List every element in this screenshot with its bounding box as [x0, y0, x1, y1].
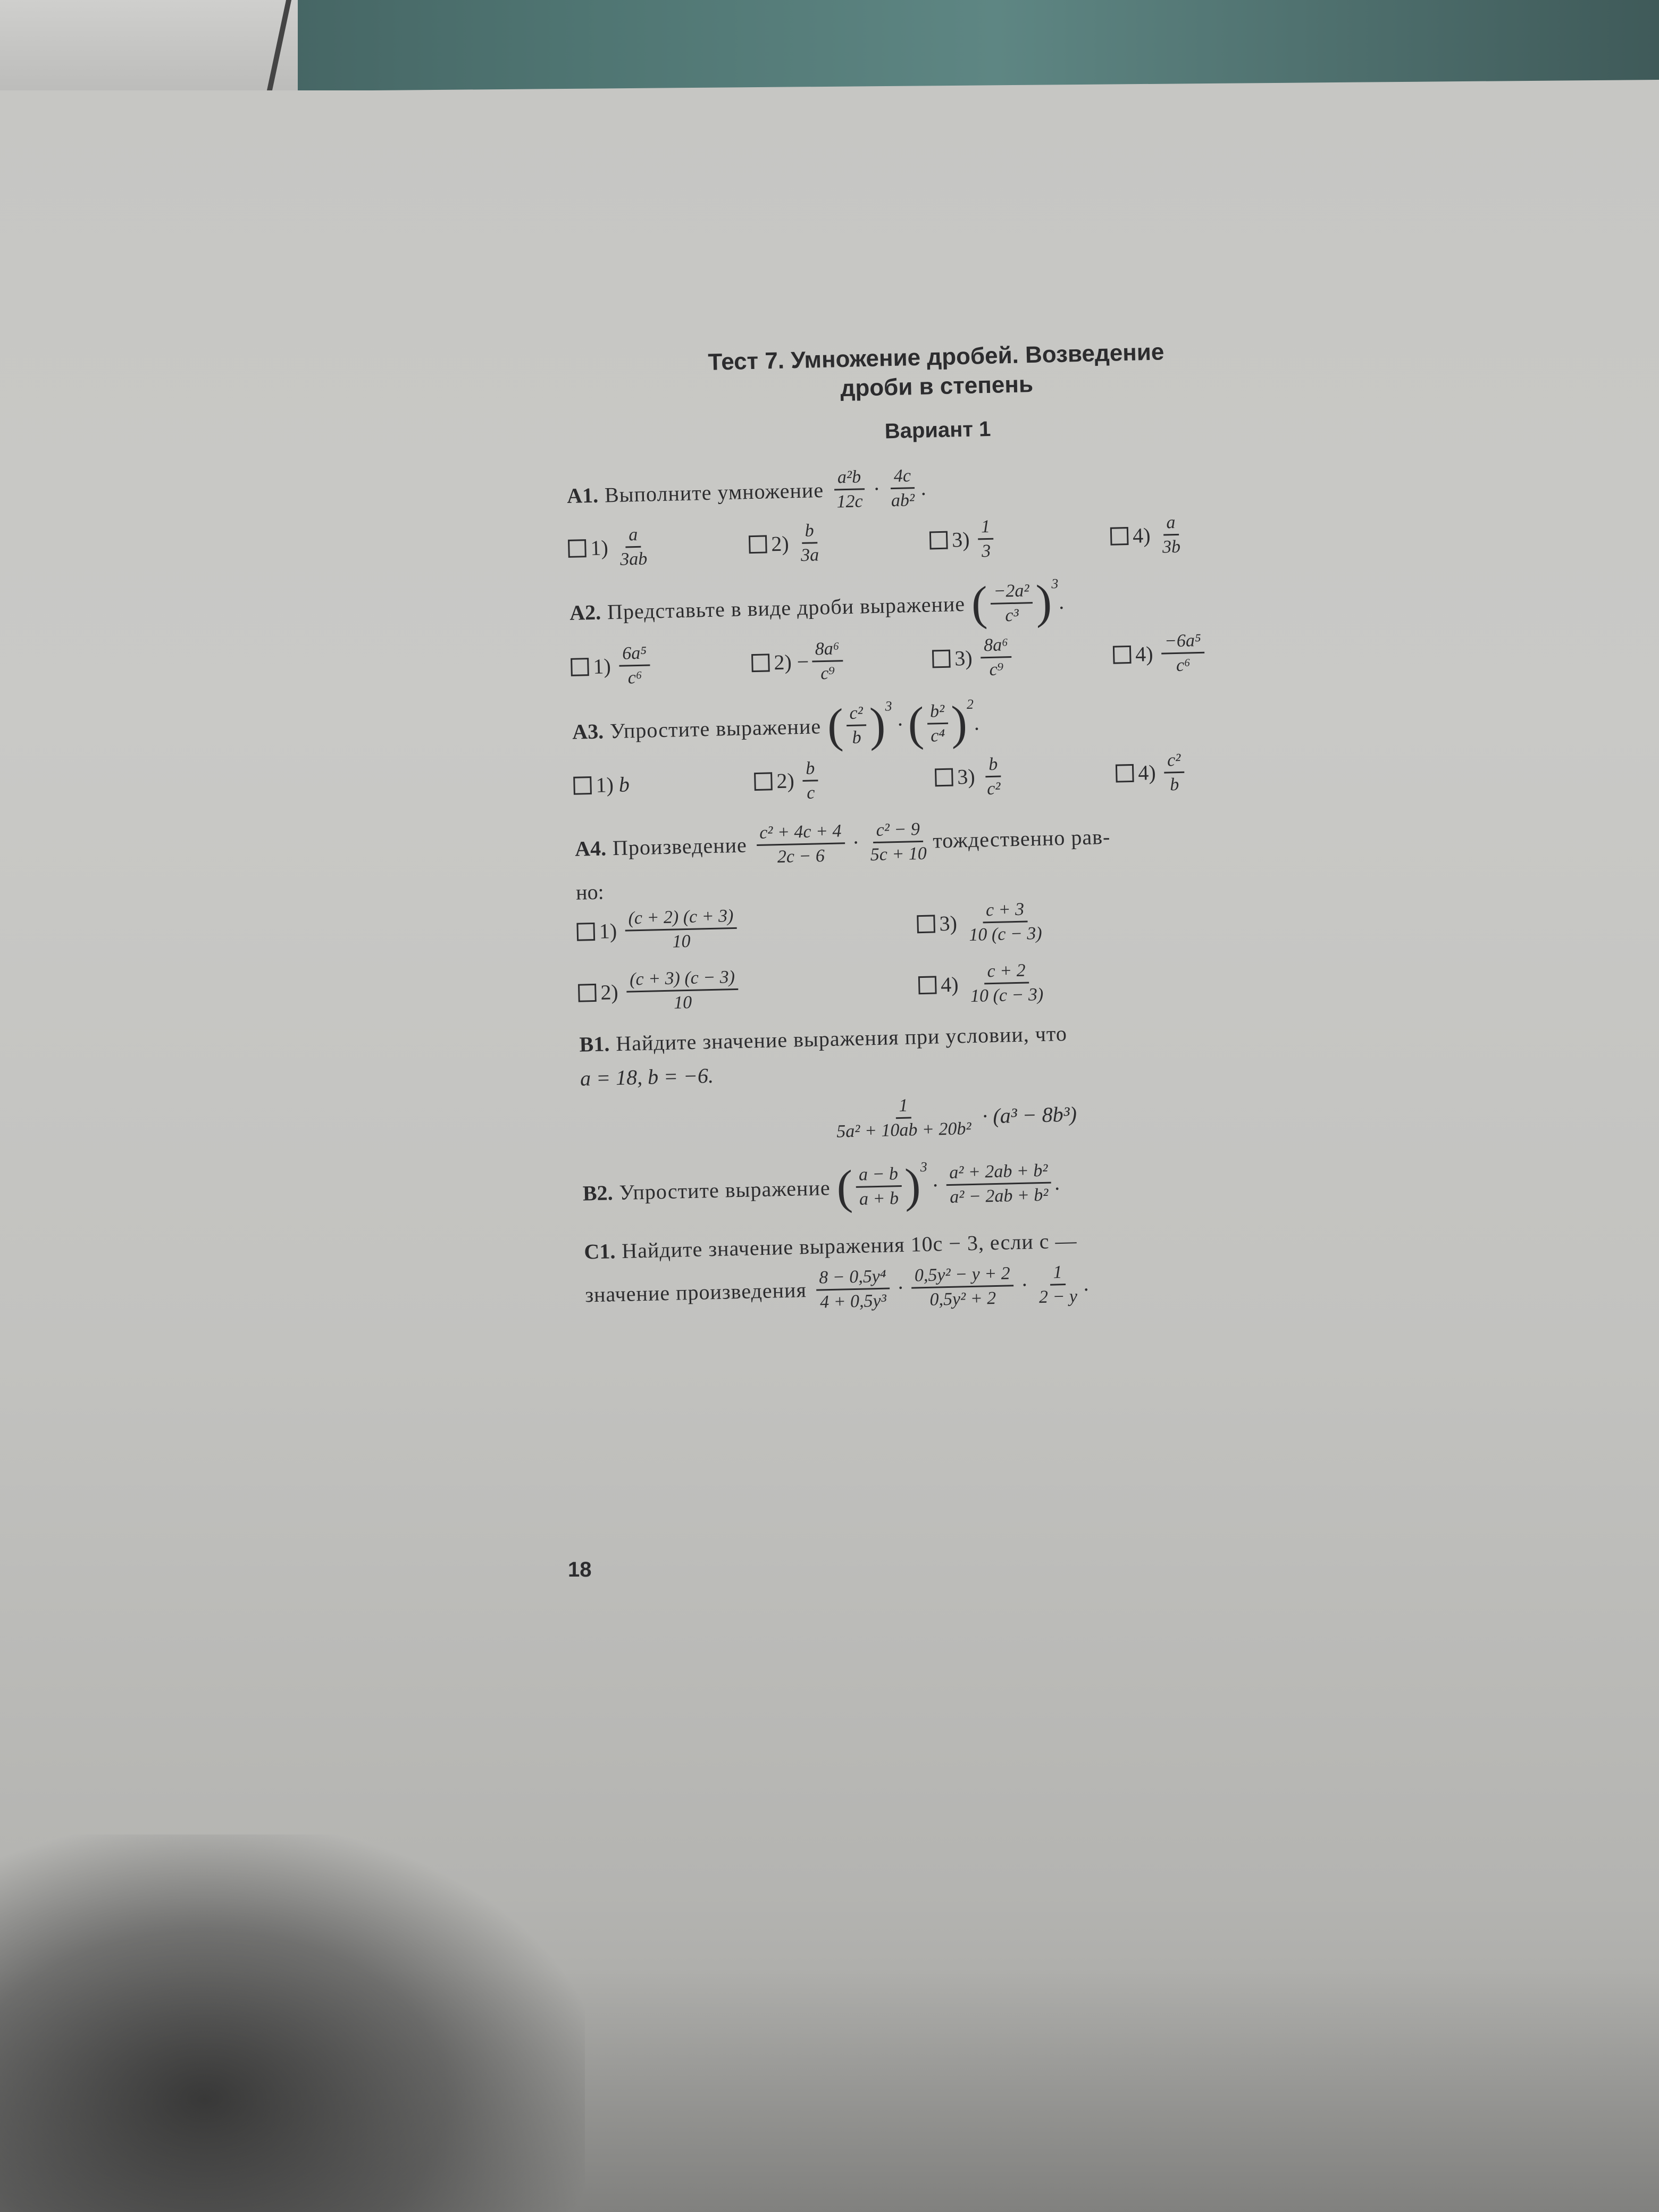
- question-number: А3.: [572, 719, 604, 744]
- fraction: [887, 465, 918, 511]
- option-label: 1): [590, 535, 609, 560]
- option-label: 4): [1132, 523, 1151, 548]
- denominator: c⁹: [820, 664, 835, 684]
- option[interactable]: [917, 894, 1258, 947]
- numerator: 1: [978, 516, 994, 540]
- denominator: c³: [1005, 605, 1019, 626]
- exponent: 3: [885, 698, 892, 714]
- paren-close: ): [869, 698, 886, 751]
- checkbox[interactable]: [932, 650, 951, 668]
- denominator: 3: [981, 541, 991, 562]
- numerator: c²: [1164, 749, 1184, 773]
- fraction: [1161, 630, 1205, 676]
- multiply-dot: ·: [873, 476, 881, 501]
- question-text-tail: тождественно рав-: [932, 825, 1111, 853]
- numerator: 8a⁶: [981, 634, 1012, 658]
- denominator: 5c + 10: [870, 843, 927, 865]
- question-number: B2.: [582, 1180, 614, 1205]
- multiply-dot: ·: [1020, 1272, 1028, 1297]
- paren-open: (: [970, 577, 988, 631]
- option-label: 2): [776, 768, 795, 793]
- numerator: b: [802, 758, 818, 782]
- fraction: [797, 520, 823, 566]
- options-a3: [573, 747, 1319, 809]
- paren-open: (: [907, 697, 925, 751]
- checkbox[interactable]: [1113, 646, 1132, 664]
- fraction: [911, 1263, 1014, 1311]
- checkbox[interactable]: [751, 653, 770, 672]
- denominator: 3ab: [619, 549, 648, 569]
- multiply-dot: ·: [981, 1104, 989, 1128]
- question-number: B1.: [579, 1032, 610, 1057]
- test-page: [564, 334, 1330, 1325]
- photo-vignette: [0, 1967, 1659, 2212]
- option-label: 4): [940, 972, 959, 996]
- option-label: 4): [1135, 641, 1154, 666]
- denominator: 2c − 6: [777, 845, 825, 867]
- question-a4: [574, 810, 1320, 872]
- denominator: b: [1169, 774, 1179, 794]
- options-a1: [567, 509, 1313, 571]
- checkbox[interactable]: [576, 922, 595, 941]
- numerator: c + 3: [983, 899, 1028, 923]
- option-label: 2): [600, 979, 619, 1004]
- title-line-1: Тест 7. Умножение дробей. Возведение: [708, 339, 1164, 375]
- numerator: a − b: [856, 1163, 902, 1188]
- question-text-2: значение произведения: [584, 1278, 807, 1307]
- option-value: b: [618, 772, 630, 797]
- option-label: 1): [592, 654, 611, 678]
- option[interactable]: [573, 768, 755, 799]
- question-b2: [582, 1152, 1328, 1217]
- option-label: 2): [773, 650, 792, 675]
- multiply-dot: ·: [896, 1276, 904, 1300]
- variant-heading: Вариант 1: [884, 417, 991, 443]
- fraction: [616, 524, 651, 571]
- checkbox[interactable]: [918, 976, 937, 994]
- numerator: b: [801, 520, 817, 544]
- checkbox[interactable]: [571, 658, 589, 676]
- period: .: [974, 710, 980, 735]
- denominator: c: [806, 783, 815, 803]
- checkbox[interactable]: [749, 535, 767, 554]
- multiply-dot: ·: [896, 712, 904, 736]
- expression-tail: (a³ − 8b³): [992, 1102, 1077, 1128]
- question-condition: a = 18, b = −6.: [580, 1063, 714, 1091]
- fraction: [626, 967, 739, 1015]
- paren-close: ): [904, 1159, 921, 1212]
- question-text: Произведение: [612, 833, 748, 860]
- denominator: c⁹: [989, 659, 1004, 680]
- numerator: 6a⁵: [619, 643, 650, 667]
- denominator: c⁴: [930, 725, 945, 746]
- option-label: 4): [1137, 760, 1157, 785]
- numerator: −2a²: [990, 580, 1033, 605]
- expression-b1: [581, 1086, 1326, 1148]
- fraction: [833, 1094, 975, 1142]
- fraction: [833, 466, 866, 513]
- numerator: 8a⁶: [811, 639, 843, 663]
- fraction: [927, 701, 949, 747]
- numerator: a: [1163, 512, 1179, 536]
- option[interactable]: [567, 522, 749, 571]
- fraction: [802, 758, 819, 803]
- numerator: 1: [1050, 1262, 1066, 1286]
- denominator: 12c: [836, 491, 864, 512]
- period: .: [1083, 1271, 1089, 1296]
- numerator: 8 − 0,5y⁴: [816, 1266, 890, 1291]
- numerator: a: [625, 524, 641, 548]
- denominator: b: [852, 727, 862, 748]
- denominator: 2 − y: [1038, 1286, 1078, 1307]
- numerator: c² − 9: [873, 819, 923, 843]
- options-a2: [571, 627, 1316, 690]
- numerator: 1: [895, 1095, 911, 1119]
- fraction: [990, 580, 1033, 626]
- fraction: [866, 818, 930, 865]
- numerator: (c + 2) (c + 3): [625, 906, 737, 932]
- numerator: −6a⁵: [1161, 630, 1205, 655]
- checkbox[interactable]: [578, 984, 597, 1002]
- numerator: 0,5y² − y + 2: [911, 1263, 1013, 1288]
- option[interactable]: [1115, 747, 1297, 797]
- option[interactable]: [934, 751, 1116, 800]
- question-a1: [566, 456, 1312, 518]
- denominator: a + b: [859, 1188, 899, 1209]
- option-label: 3): [957, 764, 976, 789]
- fraction: [856, 1163, 902, 1210]
- numerator: a² + 2ab + b²: [946, 1160, 1051, 1186]
- question-number: А4.: [574, 836, 607, 861]
- option-label: 1): [596, 773, 614, 797]
- option[interactable]: [932, 632, 1113, 682]
- option[interactable]: [748, 518, 930, 567]
- question-c1-line-2: [584, 1255, 1330, 1318]
- question-text: Найдите значение выражения при условии, что: [615, 1021, 1068, 1056]
- checkbox[interactable]: [1110, 527, 1129, 546]
- exponent: 2: [966, 696, 974, 713]
- fraction: [756, 820, 845, 868]
- denominator: 10: [673, 993, 692, 1013]
- multiply-dot: ·: [931, 1172, 940, 1197]
- numerator: c²: [846, 702, 866, 726]
- fraction: [816, 1266, 890, 1312]
- checkbox[interactable]: [573, 776, 592, 795]
- option-label: 3): [954, 646, 973, 671]
- exponent: 3: [1051, 576, 1059, 592]
- checkbox[interactable]: [917, 915, 935, 933]
- option[interactable]: [1112, 628, 1294, 677]
- fraction: [811, 639, 843, 684]
- paren-close: ): [950, 696, 968, 750]
- checkbox[interactable]: [929, 531, 948, 549]
- fraction: [965, 899, 1045, 946]
- numerator: a²b: [834, 466, 864, 490]
- fraction: [983, 753, 1004, 799]
- option-label: 3): [951, 527, 970, 552]
- paren-close: ): [1035, 575, 1053, 629]
- question-text: Упростите выражение: [619, 1175, 831, 1204]
- denominator: 0,5y² + 2: [929, 1288, 996, 1310]
- fraction: [978, 516, 994, 562]
- title-line-2: дроби в степень: [840, 371, 1034, 402]
- option[interactable]: [754, 755, 936, 805]
- question-text: Выполните умножение: [604, 477, 824, 507]
- period: .: [1058, 590, 1065, 614]
- fraction: [846, 702, 867, 748]
- denominator: c⁶: [627, 668, 643, 688]
- checkbox[interactable]: [1116, 764, 1134, 783]
- option[interactable]: [918, 955, 1259, 1008]
- fraction: [1159, 512, 1184, 558]
- paren-open: (: [836, 1160, 853, 1214]
- checkbox[interactable]: [935, 768, 953, 787]
- option-label: 3): [939, 911, 958, 935]
- denominator: 10 (c − 3): [969, 923, 1043, 945]
- page-number: 18: [568, 1558, 592, 1581]
- checkbox[interactable]: [754, 772, 773, 791]
- options-a4: [576, 892, 1323, 1016]
- question-text: Упростите выражение: [609, 714, 822, 743]
- question-number: C1.: [583, 1238, 616, 1264]
- exponent: 3: [920, 1159, 927, 1175]
- period: .: [920, 475, 927, 500]
- denominator: a² − 2ab + b²: [949, 1185, 1049, 1207]
- option-label: 2): [770, 531, 790, 556]
- denominator: c⁶: [1176, 655, 1191, 676]
- paren-open: (: [826, 699, 844, 752]
- numerator: b²: [927, 701, 948, 725]
- numerator: (c + 3) (c − 3): [626, 967, 739, 993]
- fraction: [981, 634, 1012, 680]
- option-prefix: −: [797, 649, 809, 674]
- question-text-tail-2: но:: [575, 879, 605, 904]
- question-a3: [572, 691, 1317, 756]
- period: .: [1054, 1170, 1060, 1194]
- checkbox[interactable]: [568, 539, 586, 558]
- multiply-dot: ·: [852, 830, 860, 855]
- denominator: ab²: [891, 490, 915, 511]
- denominator: 3b: [1162, 537, 1181, 557]
- fraction: [625, 906, 738, 953]
- question-number: А1.: [566, 483, 599, 508]
- denominator: 3a: [800, 545, 819, 566]
- question-text: Найдите значение выражения 10c − 3, если c —: [621, 1228, 1077, 1263]
- fraction: [967, 960, 1047, 1007]
- denominator: 5a² + 10ab + 20b²: [836, 1119, 971, 1142]
- option[interactable]: [1110, 509, 1292, 559]
- numerator: 4c: [890, 465, 914, 489]
- option-label: 1): [599, 918, 617, 943]
- question-a2: [569, 572, 1314, 637]
- denominator: 10 (c − 3): [970, 985, 1044, 1007]
- option[interactable]: [571, 641, 752, 690]
- denominator: 4 + 0,5y³: [819, 1291, 887, 1312]
- fraction: [946, 1160, 1052, 1208]
- fraction: [619, 643, 651, 689]
- numerator: c + 2: [984, 960, 1029, 985]
- numerator: b: [985, 753, 1001, 777]
- option[interactable]: [576, 901, 918, 954]
- question-text: Представьте в виде дроби выражение: [607, 592, 966, 624]
- numerator: c² + 4c + 4: [756, 820, 845, 846]
- denominator: c²: [986, 778, 1001, 799]
- fraction: [1164, 749, 1185, 795]
- question-number: А2.: [569, 600, 601, 625]
- option[interactable]: [751, 636, 933, 686]
- denominator: 10: [672, 931, 691, 952]
- option[interactable]: [929, 514, 1111, 563]
- fraction: [1035, 1261, 1081, 1308]
- option[interactable]: [577, 962, 919, 1016]
